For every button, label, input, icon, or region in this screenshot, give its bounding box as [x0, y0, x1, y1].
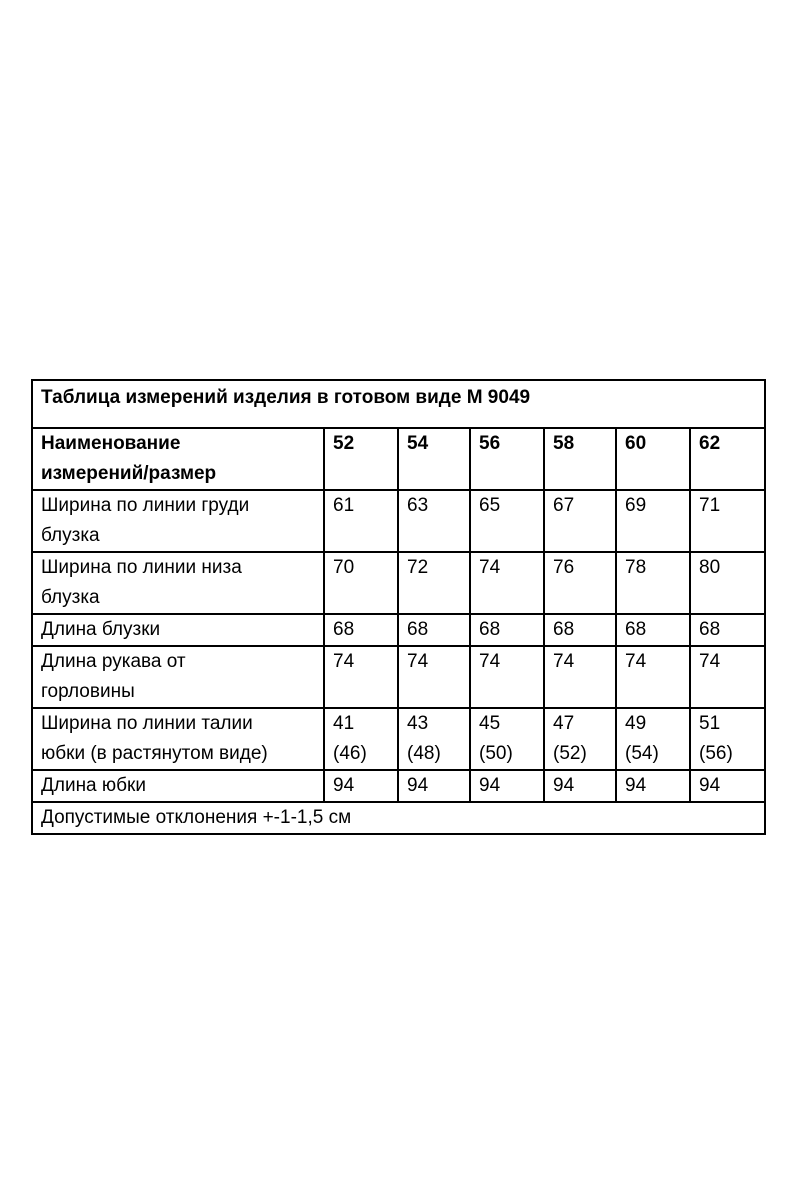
size-header: 56: [470, 428, 544, 490]
value-cell: 69: [616, 490, 690, 552]
value-cell: 47 (52): [544, 708, 616, 770]
value-cell: 68: [398, 614, 470, 646]
value-cell: 61: [324, 490, 398, 552]
table-row: [32, 490, 765, 552]
measurement-sheet: [31, 379, 764, 835]
row-label: Ширина по линии груди блузка: [32, 490, 324, 552]
measurement-table: [31, 379, 766, 835]
value-cell: 49 (54): [616, 708, 690, 770]
value-cell: 70: [324, 552, 398, 614]
value-cell: 43 (48): [398, 708, 470, 770]
value-cell: 63: [398, 490, 470, 552]
table-row: [32, 646, 765, 708]
row-label: Ширина по линии талии юбки (в растянутом виде): [32, 708, 324, 770]
value-cell: 74: [324, 646, 398, 708]
value-cell: 68: [470, 614, 544, 646]
size-header: 52: [324, 428, 398, 490]
size-header: 58: [544, 428, 616, 490]
value-cell: 68: [324, 614, 398, 646]
value-cell: 74: [398, 646, 470, 708]
value-cell: 71: [690, 490, 765, 552]
row-label: Длина рукава от горловины: [32, 646, 324, 708]
value-cell: 76: [544, 552, 616, 614]
value-cell: 80: [690, 552, 765, 614]
value-cell: 74: [470, 646, 544, 708]
size-header: 54: [398, 428, 470, 490]
value-cell: 68: [544, 614, 616, 646]
value-cell: 94: [690, 770, 765, 802]
size-header: 60: [616, 428, 690, 490]
row-label: Ширина по линии низа блузка: [32, 552, 324, 614]
value-cell: 74: [470, 552, 544, 614]
header-row: [32, 428, 765, 490]
value-cell: 41 (46): [324, 708, 398, 770]
row-label: Длина юбки: [32, 770, 324, 802]
value-cell: 45 (50): [470, 708, 544, 770]
value-cell: 78: [616, 552, 690, 614]
table-row: [32, 770, 765, 802]
value-cell: 94: [398, 770, 470, 802]
table-row: [32, 708, 765, 770]
title-row: [32, 380, 765, 428]
table-row: [32, 552, 765, 614]
value-cell: 94: [544, 770, 616, 802]
value-cell: 67: [544, 490, 616, 552]
value-cell: 68: [690, 614, 765, 646]
value-cell: 74: [544, 646, 616, 708]
value-cell: 74: [690, 646, 765, 708]
value-cell: 94: [324, 770, 398, 802]
value-cell: 94: [470, 770, 544, 802]
size-header: 62: [690, 428, 765, 490]
value-cell: 68: [616, 614, 690, 646]
value-cell: 72: [398, 552, 470, 614]
table-title: Таблица измерений изделия в готовом виде М 9049: [32, 380, 765, 428]
value-cell: 74: [616, 646, 690, 708]
row-label: Длина блузки: [32, 614, 324, 646]
value-cell: 94: [616, 770, 690, 802]
header-label: Наименование измерений/размер: [32, 428, 324, 490]
value-cell: 65: [470, 490, 544, 552]
value-cell: 51 (56): [690, 708, 765, 770]
table-row: [32, 614, 765, 646]
footer-row: [32, 802, 765, 834]
tolerance-note: Допустимые отклонения +-1-1,5 см: [32, 802, 765, 834]
